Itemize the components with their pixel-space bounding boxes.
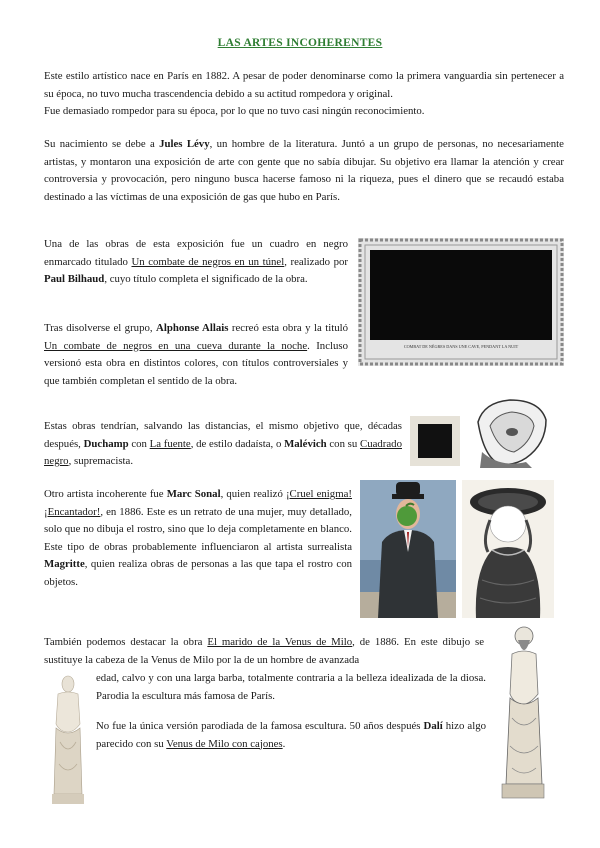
- venus-milo-statue-image: [44, 672, 90, 808]
- origin-paragraph: Su nacimiento se debe a Jules Lévy, un hombre de la literatura. Juntó a un grupo de personas, no necesariamente artistas, y montaron una exposición de arte con gente que no sabía dibujar. Su objetivo era llamar la atención y crear controversia y provocación, pero ninguno busca hacerse famoso ni la riqueza, pues el dinero que se recaudó estaba destinado a las víctimas de una exposición de gas que hubo en París.: [44, 138, 564, 203]
- work-la-fuente: La fuente: [149, 437, 191, 450]
- intro-line-2: Fue demasiado rompedor para su época, por lo que no tuvo casi ningún reconocimiento.: [44, 105, 425, 117]
- dali-paragraph: No fue la única versión parodiada de la famosa escultura. 50 años después Dalí hizo algo parecido con su Venus de Milo con cajones.: [96, 720, 486, 750]
- name-paul-bilhaud: Paul Bilhaud: [44, 273, 105, 285]
- fountain-image: [470, 392, 552, 470]
- work-venus-cajones: Venus de Milo con cajones: [166, 737, 283, 750]
- page-title: LAS ARTES INCOHERENTES: [217, 37, 383, 49]
- allais-paragraph: Tras disolverse el grupo, Alphonse Allais recreó esta obra y la tituló Un combate de negros en una cueva durante la noche. Incluso versionó esta obra en distintos colores, con títulos controversiales y que también completan el sentido de la obra.: [44, 322, 349, 387]
- son-of-man-image: [360, 480, 456, 618]
- venus-paragraph: También podemos destacar la obra El marido de la Venus de Milo, de 1886. En este dibujo se sustituye la cabeza de la Venus de Milo por la de un hombre de avanzada: [44, 636, 484, 666]
- cruel-enigma-image: [462, 480, 554, 618]
- venus-husband-image: [490, 622, 556, 808]
- name-dali: Dalí: [423, 720, 443, 732]
- name-alphonse-allais: Alphonse Allais: [156, 322, 229, 334]
- painting-caption: COMBAT DE NÈGRES DANS UNE CAVE, PENDANT LA NUIT: [403, 344, 519, 349]
- work-combate-cueva: Un combate de negros en una cueva durante la noche: [44, 339, 308, 352]
- intro-line-1: Este estilo artístico nace en París en 1882. A pesar de poder denominarse como la primera vanguardia sin pertenecer a su época, no tuvo mucha trascendencia debido a su actitud rompedora y original.: [44, 70, 564, 100]
- name-jules-levy: Jules Lévy: [159, 138, 210, 150]
- duchamp-paragraph: Estas obras tendrían, salvando las distancias, el mismo objetivo que, décadas después, Duchamp con La fuente, de estilo dadaísta, o Malévich con su Cuadrado negro, supremacista.: [44, 420, 402, 467]
- name-magritte: Magritte: [44, 558, 85, 570]
- intro-paragraph: [44, 68, 564, 121]
- bilhaud-paragraph: Una de las obras de esta exposición fue un cuadro en negro enmarcado titulado Un combate de negros en un túnel, realizado por Paul Bilhaud, cuyo título completa el significado de la obra.: [44, 238, 348, 285]
- name-malevich: Malévich: [284, 437, 327, 450]
- name-duchamp: Duchamp: [83, 437, 129, 450]
- work-cuadrado-negro: Cuadrado negro: [44, 437, 402, 467]
- black-square-image: [410, 416, 460, 466]
- work-combate-tunel: Un combate de negros en un túnel: [131, 255, 285, 268]
- name-marc-sonal: Marc Sonal: [166, 488, 221, 500]
- work-cruel-enigma: ¡Cruel enigma! ¡Encantador!: [44, 488, 352, 518]
- sonal-paragraph: Otro artista incoherente fue Marc Sonal, quien realizó ¡Cruel enigma! ¡Encantador!, en 1886. Este es un retrato de una mujer, muy detallado, solo que no dibuja el rostro, sino que lo deja completamente en blanco. Este tipo de obras probablemente influenciaron al artista surrealista Magritte, quien realiza obras de personas a las que tapa el rostro con objetos.: [44, 488, 352, 588]
- venus-paragraph-continued: edad, calvo y con una larga barba, totalmente contraria a la belleza idealizada de la diosa. Parodia la escultura más famosa de París.: [96, 672, 486, 702]
- black-painting-image: [358, 238, 564, 366]
- work-marido-venus: El marido de la Venus de Milo: [207, 636, 353, 648]
